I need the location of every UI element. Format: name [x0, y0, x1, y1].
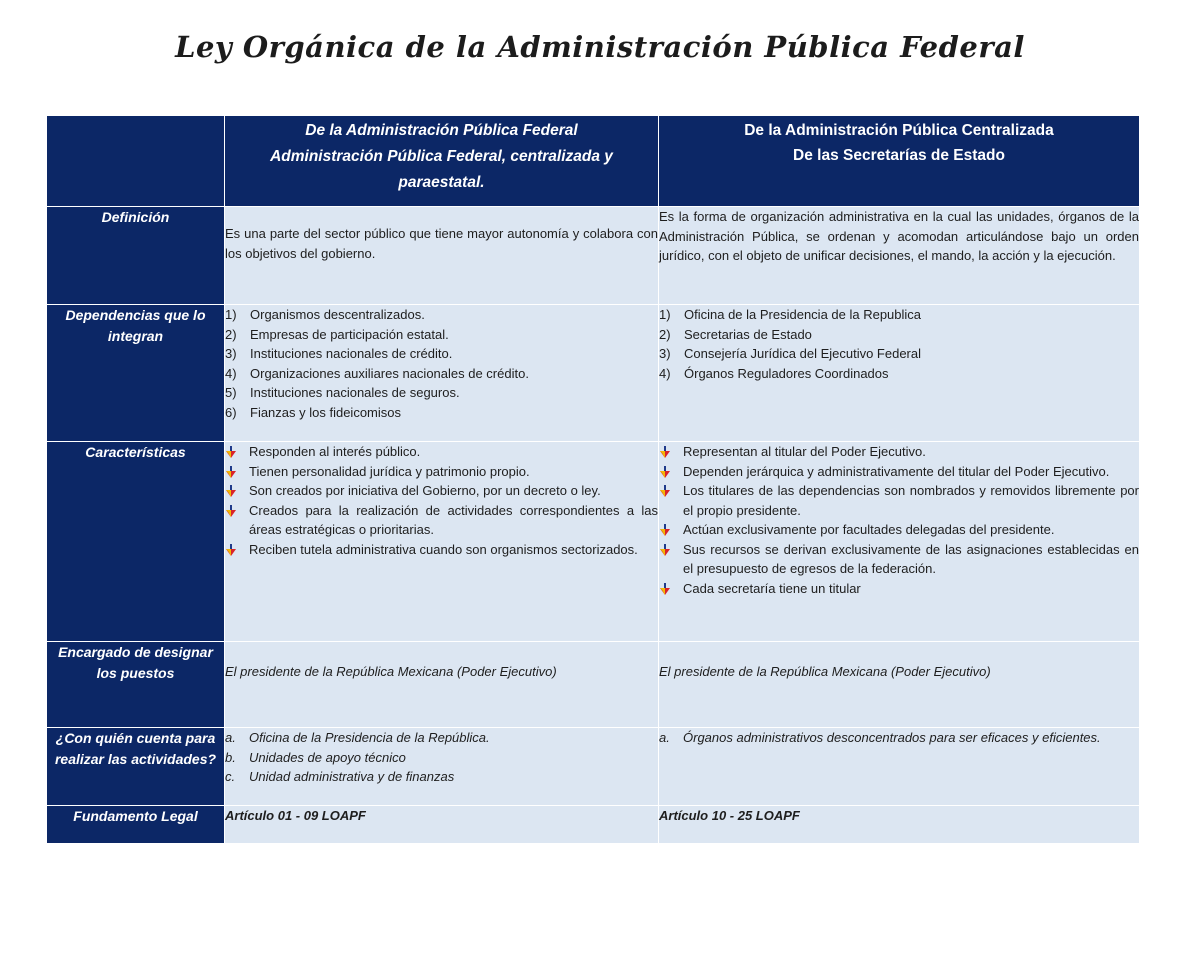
- apoyo-item: [225, 728, 658, 748]
- dependencia-item-marker: 1): [225, 307, 237, 322]
- definicion-col1-text: Es una parte del sector público que tiene mayor autonomía y colabora con los objetivos del gobierno.: [225, 226, 658, 261]
- dependencia-item-text: Organizaciones auxiliares nacionales de crédito.: [250, 365, 529, 381]
- dependencia-item-marker: 6): [225, 404, 237, 420]
- dependencia-item-marker: 3): [225, 346, 237, 361]
- comparison-table: [46, 115, 1140, 844]
- dependencia-item: [659, 364, 1139, 384]
- encargado-col2-text: El presidente de la República Mexicana (Poder Ejecutivo): [659, 664, 991, 679]
- quien-list-col2: [659, 728, 1139, 748]
- row-label-quien: ¿Con quién cuenta para realizar las actividades?: [47, 728, 225, 806]
- header-col1-text: [225, 116, 658, 196]
- dependencia-item: [225, 383, 658, 403]
- apoyo-item-marker: c.: [225, 769, 236, 784]
- arrow-bullet-icon: [659, 579, 683, 599]
- apoyo-item-text: Órganos administrativos desconcentrados para ser eficaces y eficientes.: [683, 730, 1101, 745]
- caracteristica-item: [659, 579, 1139, 599]
- dependencia-item: [225, 325, 658, 345]
- encargado-col1-text: El presidente de la República Mexicana (Poder Ejecutivo): [225, 664, 557, 679]
- dependencia-item-text: Instituciones nacionales de seguros.: [250, 385, 460, 400]
- caracteristica-item: [659, 462, 1139, 482]
- dependencia-item-text: Fianzas y los fideicomisos: [250, 404, 401, 420]
- header-col1-line: De la Administración Pública Federal: [305, 122, 578, 139]
- caracteristicas-col1: [225, 442, 659, 642]
- arrow-bullet-icon: [659, 481, 683, 520]
- caracteristica-text: Cada secretaría tiene un titular: [683, 580, 861, 596]
- caracteristica-item: [225, 501, 658, 540]
- caracteristica-text: Dependen jerárquica y administrativamente del titular del Poder Ejecutivo.: [683, 463, 1110, 479]
- quien-col2: [659, 728, 1140, 806]
- arrow-bullet-icon: [659, 520, 683, 540]
- row-quien: [47, 728, 1140, 806]
- dependencia-item-marker: 4): [659, 365, 671, 381]
- row-fundamento: [47, 806, 1140, 844]
- header-row: [47, 116, 1140, 207]
- row-label-encargado: Encargado de designar los puestos: [47, 642, 225, 728]
- dependencia-item-text: Organismos descentralizados.: [250, 307, 425, 322]
- row-label-caracteristicas: Características: [47, 442, 225, 642]
- caracteristica-item: [659, 481, 1139, 520]
- dependencia-item: [225, 305, 658, 325]
- caracteristica-item: [225, 540, 658, 560]
- row-label-definicion: Definición: [47, 207, 225, 305]
- caracteristica-item: [225, 462, 658, 482]
- dependencias-col2: [659, 305, 1140, 442]
- caracteristica-item: [225, 481, 658, 501]
- header-col2-line: De las Secretarías de Estado: [793, 147, 1005, 164]
- dependencias-list-col1: [225, 305, 658, 422]
- page-title: Ley Orgánica de la Administración Pública Federal: [175, 30, 1025, 64]
- arrow-bullet-icon: [659, 540, 683, 579]
- apoyo-item-marker: a.: [225, 730, 236, 745]
- header-corner: [47, 116, 225, 207]
- caracteristica-text: Tienen personalidad jurídica y patrimonio propio.: [249, 463, 530, 479]
- row-dependencias: [47, 305, 1140, 442]
- apoyo-item-text: Oficina de la Presidencia de la República.: [249, 730, 490, 745]
- dependencia-item-marker: 4): [225, 365, 237, 381]
- header-col2-line: De la Administración Pública Centralizada: [744, 122, 1054, 139]
- encargado-col2: [659, 642, 1140, 728]
- row-encargado: [47, 642, 1140, 728]
- row-label-dependencias: Dependencias que lo integran: [47, 305, 225, 442]
- caracteristicas-list-col1: [225, 442, 658, 559]
- arrow-bullet-icon: [225, 501, 249, 540]
- fundamento-col1: Artículo 01 - 09 LOAPF: [225, 806, 659, 844]
- quien-col1: [225, 728, 659, 806]
- row-caracteristicas: [47, 442, 1140, 642]
- arrow-bullet-icon: [225, 462, 249, 482]
- arrow-bullet-icon: [225, 540, 249, 560]
- encargado-col1: [225, 642, 659, 728]
- arrow-bullet-icon: [659, 442, 683, 462]
- dependencia-item: [225, 364, 658, 384]
- caracteristica-text: Sus recursos se derivan exclusivamente de las asignaciones establecidas en el presupuesto de egresos de la federación.: [683, 541, 1139, 576]
- apoyo-item: [659, 728, 1139, 748]
- dependencias-list-col2: [659, 305, 1139, 383]
- dependencia-item-marker: 5): [225, 385, 237, 400]
- arrow-bullet-icon: [225, 481, 249, 501]
- header-col-centralizada: [659, 116, 1140, 207]
- header-col2-text: [659, 116, 1139, 168]
- apoyo-item-text: Unidades de apoyo técnico: [249, 749, 406, 765]
- dependencia-item: [225, 403, 658, 423]
- dependencia-item-text: Instituciones nacionales de crédito.: [250, 346, 453, 361]
- dependencia-item-marker: 3): [659, 346, 671, 361]
- apoyo-item-marker: a.: [659, 730, 670, 745]
- row-label-fundamento: Fundamento Legal: [47, 806, 225, 844]
- quien-list-col1: [225, 728, 658, 787]
- dependencia-item: [659, 325, 1139, 345]
- dependencia-item-text: Órganos Reguladores Coordinados: [684, 365, 889, 381]
- header-col1-line: paraestatal.: [398, 174, 485, 191]
- caracteristica-item: [659, 442, 1139, 462]
- caracteristica-text: Representan al titular del Poder Ejecutivo.: [683, 444, 926, 459]
- caracteristica-text: Reciben tutela administrativa cuando son organismos sectorizados.: [249, 541, 638, 557]
- arrow-bullet-icon: [659, 462, 683, 482]
- caracteristica-text: Son creados por iniciativa del Gobierno, por un decreto o ley.: [249, 483, 601, 498]
- dependencia-item-text: Empresas de participación estatal.: [250, 326, 449, 342]
- dependencia-item-marker: 2): [225, 326, 237, 342]
- caracteristica-text: Responden al interés público.: [249, 444, 421, 459]
- caracteristica-item: [225, 442, 658, 462]
- caracteristica-text: Creados para la realización de actividades correspondientes a las áreas estratégicas o prioritarias.: [249, 502, 658, 537]
- header-col1-line: Administración Pública Federal, centralizada y: [270, 148, 613, 165]
- caracteristicas-list-col2: [659, 442, 1139, 598]
- apoyo-item-marker: b.: [225, 749, 236, 765]
- definicion-col1: [225, 207, 659, 305]
- arrow-bullet-icon: [225, 442, 249, 462]
- apoyo-item: [225, 767, 658, 787]
- caracteristicas-col2: [659, 442, 1140, 642]
- dependencia-item-text: Secretarias de Estado: [684, 326, 812, 342]
- dependencia-item: [225, 344, 658, 364]
- definicion-col2: Es la forma de organización administrativa en la cual las unidades, órganos de la Administración Pública, se ordenan y acomodan articulándose bajo un orden jurídico, con el objeto de unificar decisiones, el mando, la acción y la ejecución.: [659, 207, 1140, 305]
- caracteristica-text: Actúan exclusivamente por facultades delegadas del presidente.: [683, 522, 1055, 537]
- row-definicion: [47, 207, 1140, 305]
- caracteristica-text: Los titulares de las dependencias son nombrados y removidos libremente por el propio presidente.: [683, 483, 1139, 518]
- apoyo-item-text: Unidad administrativa y de finanzas: [249, 769, 455, 784]
- caracteristica-item: [659, 520, 1139, 540]
- fundamento-col2: Artículo 10 - 25 LOAPF: [659, 806, 1140, 844]
- dependencia-item-text: Consejería Jurídica del Ejecutivo Federal: [684, 346, 922, 361]
- dependencia-item: [659, 305, 1139, 325]
- dependencia-item-marker: 2): [659, 326, 671, 342]
- apoyo-item: [225, 748, 658, 768]
- dependencias-col1: [225, 305, 659, 442]
- dependencia-item: [659, 344, 1139, 364]
- header-col-paraestatal: [225, 116, 659, 207]
- dependencia-item-text: Oficina de la Presidencia de la Republica: [684, 307, 922, 322]
- caracteristica-item: [659, 540, 1139, 579]
- dependencia-item-marker: 1): [659, 307, 671, 322]
